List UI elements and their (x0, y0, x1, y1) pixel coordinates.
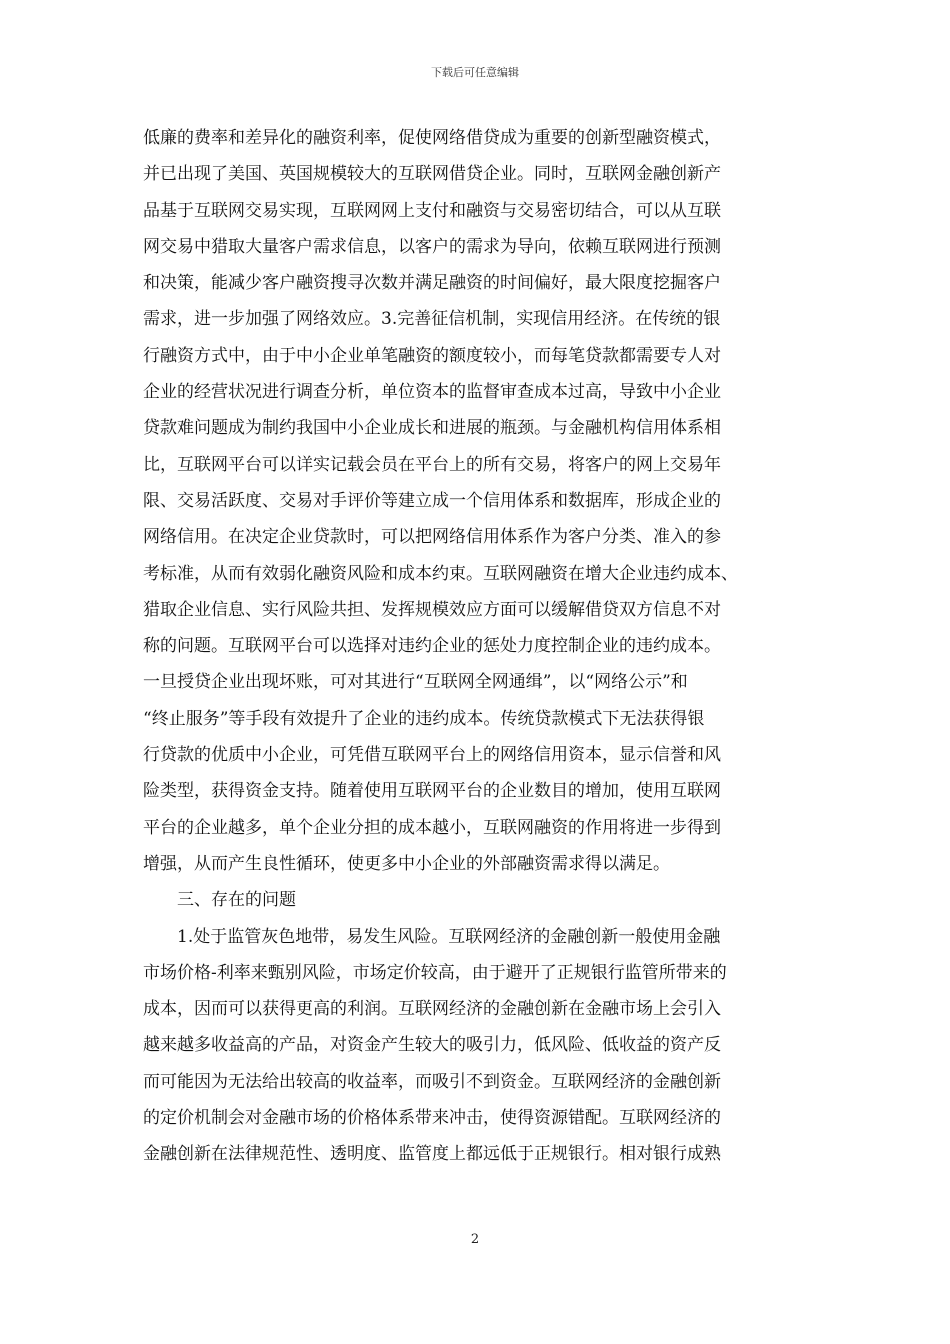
text-line: 1.处于监管灰色地带，易发生风险。互联网经济的金融创新一般使用金融 (177, 926, 721, 947)
text-line: 成本，因而可以获得更高的利润。互联网经济的金融创新在金融市场上会引入 (143, 999, 721, 1020)
text-line: 和决策，能减少客户融资搜寻次数并满足融资的时间偏好，最大限度挖掘客户 (143, 273, 721, 294)
text-line: 越来越多收益高的产品，对资金产生较大的吸引力，低风险、低收益的资产反 (143, 1035, 721, 1056)
text-line: 贷款难问题成为制约我国中小企业成长和进展的瓶颈。与金融机构信用体系相 (143, 418, 721, 439)
text-line: 行融资方式中，由于中小企业单笔融资的额度较小，而每笔贷款都需要专人对 (143, 345, 721, 366)
text-line: 的定价机制会对金融市场的价格体系带来冲击，使得资源错配。互联网经济的 (143, 1108, 721, 1129)
text-line: 三、存在的问题 (177, 890, 296, 911)
text-line: “终止服务”等手段有效提升了企业的违约成本。传统贷款模式下无法获得银 (143, 708, 705, 729)
text-line: 限、交易活跃度、交易对手评价等建立成一个信用体系和数据库，形成企业的 (143, 490, 721, 511)
text-line: 猎取企业信息、实行风险共担、发挥规模效应方面可以缓解借贷双方信息不对 (143, 599, 721, 620)
text-line: 市场价格-利率来甄别风险，市场定价较高，由于避开了正规银行监管所带来的 (143, 962, 727, 983)
body-text (143, 120, 808, 1173)
text-line: 行贷款的优质中小企业，可凭借互联网平台上的网络信用资本，显示信誉和风 (143, 745, 721, 766)
text-line: 并已出现了美国、英国规模较大的互联网借贷企业。同时，互联网金融创新产 (143, 164, 721, 185)
text-line: 而可能因为无法给出较高的收益率，而吸引不到资金。互联网经济的金融创新 (143, 1071, 721, 1092)
text-line: 需求，进一步加强了网络效应。3.完善征信机制，实现信用经济。在传统的银 (143, 309, 721, 330)
text-line: 一旦授贷企业出现坏账，可对其进行“互联网全网通缉”，以“网络公示”和 (143, 672, 688, 693)
text-line: 险类型，获得资金支持。随着使用互联网平台的企业数目的增加，使用互联网 (143, 781, 721, 802)
page-number: 2 (470, 1232, 480, 1247)
text-line: 称的问题。互联网平台可以选择对违约企业的惩处力度控制企业的违约成本。 (143, 636, 721, 657)
text-line: 考标准，从而有效弱化融资风险和成本约束。互联网融资在增大企业违约成本、 (143, 563, 738, 584)
text-line: 企业的经营状况进行调查分析，单位资本的监督审查成本过高，导致中小企业 (143, 382, 721, 403)
text-line: 网交易中猎取大量客户需求信息，以客户的需求为导向，依赖互联网进行预测 (143, 236, 721, 257)
text-line: 品基于互联网交易实现，互联网网上支付和融资与交易密切结合，可以从互联 (143, 200, 721, 221)
text-line: 网络信用。在决定企业贷款时，可以把网络信用体系作为客户分类、准入的参 (143, 527, 721, 548)
text-line: 增强，从而产生良性循环，使更多中小企业的外部融资需求得以满足。 (143, 853, 670, 874)
text-line: 比，互联网平台可以详实记载会员在平台上的所有交易，将客户的网上交易年 (143, 454, 721, 475)
text-line: 平台的企业越多，单个企业分担的成本越小，互联网融资的作用将进一步得到 (143, 817, 721, 838)
text-line: 低廉的费率和差异化的融资利率，促使网络借贷成为重要的创新型融资模式， (143, 128, 721, 148)
text-line: 金融创新在法律规范性、透明度、监管度上都远低于正规银行。相对银行成熟 (143, 1144, 721, 1165)
page-header: 下载后可任意编辑 (431, 66, 519, 79)
